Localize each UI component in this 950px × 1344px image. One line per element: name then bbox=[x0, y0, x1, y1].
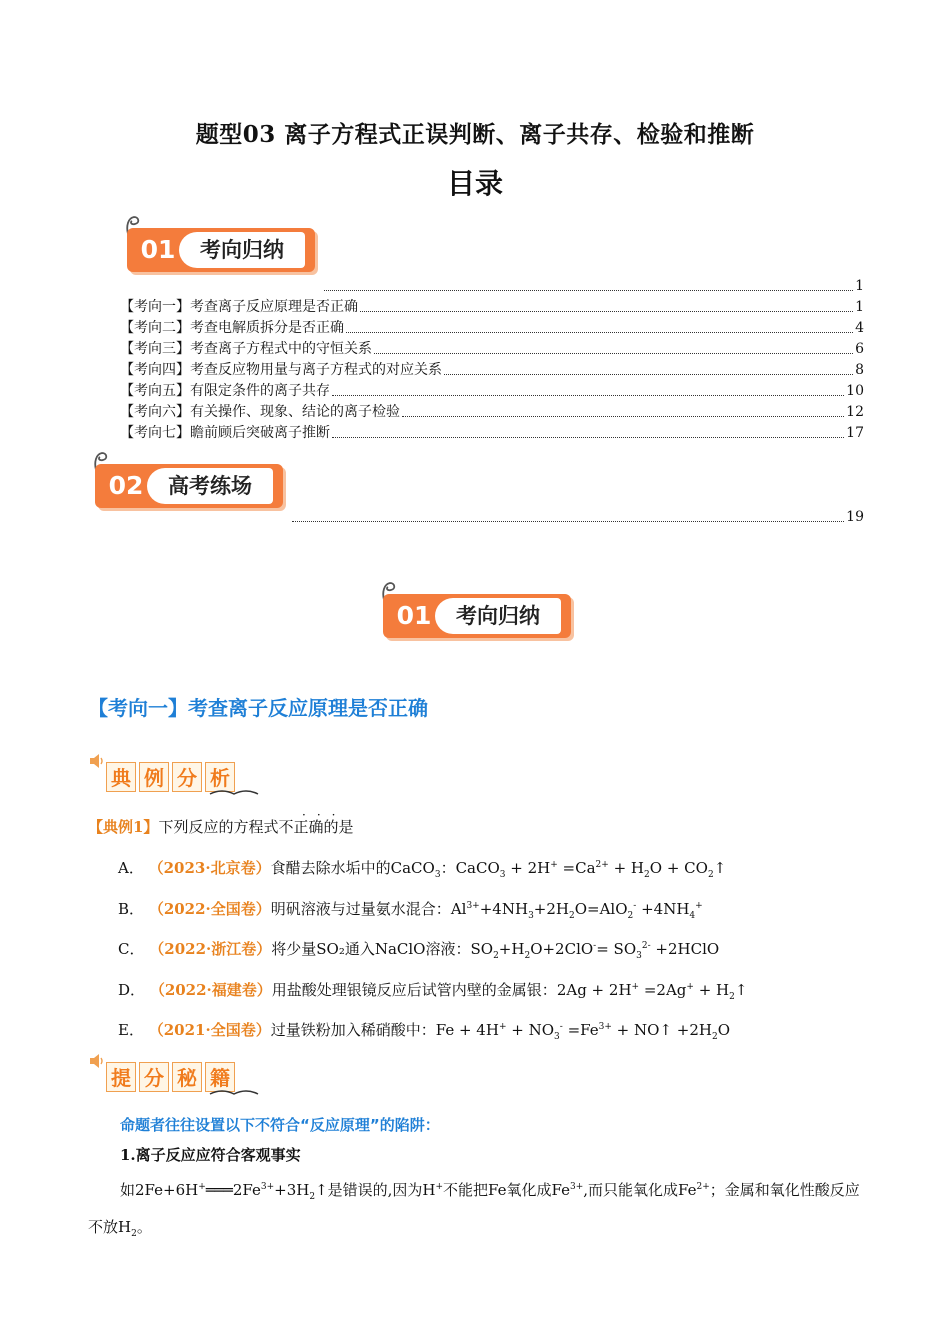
option-a[interactable]: A． （2023·北京卷）食醋去除水垢中的CaCO$_3$：CaCO$_3$ + $2H^+ =Ca^{2+} + H_2O$ + $CO_2↑$ bbox=[118, 859, 727, 880]
toc-item[interactable] bbox=[120, 339, 864, 359]
option-c[interactable]: C． （2022·浙江卷）将少量SO₂通入NaClO溶液：$SO_2+H_2O+2ClO^-= SO_3^{2-}$ +2HClO bbox=[118, 940, 720, 961]
toc-page: 10 bbox=[846, 383, 864, 399]
badge-gaokao-lianchang bbox=[90, 450, 290, 512]
toc-item-label: 【考向四】考查反应物用量与离子方程式的对应关系 bbox=[120, 362, 442, 378]
tips-intro: 命题者往往设置以下不符合“反应原理”的陷阱： bbox=[120, 1116, 440, 1134]
option-d[interactable]: D． （2022·福建卷）用盐酸处理银镜反应后试管内壁的金属银：$2Ag + 2H^+ =2Ag^+ + H_2↑$ bbox=[118, 981, 748, 1002]
toc-item-label: 【考向二】考查电解质拆分是否正确 bbox=[120, 320, 344, 336]
badge-number: 02 bbox=[108, 471, 144, 500]
option-b[interactable]: B． （2022·全国卷）明矾溶液与过量氨水混合：$Al^{3+}+4NH_3+2H_2O=AlO_2^- +4NH_4^+$ bbox=[118, 900, 703, 921]
toc-page: 8 bbox=[855, 362, 864, 378]
badge-label: 高考练场 bbox=[147, 468, 273, 504]
banner-example-analysis bbox=[88, 752, 278, 798]
toc-part1-row[interactable] bbox=[322, 276, 864, 296]
toc-item[interactable] bbox=[120, 318, 864, 338]
tips-sub-heading: 1.离子反应应符合客观事实 bbox=[120, 1146, 301, 1164]
badge-kaoxiang-guina-main bbox=[378, 580, 578, 642]
toc-page: 1 bbox=[855, 278, 864, 294]
banner-char: 籍 bbox=[205, 1062, 235, 1092]
emphasis-dots: ··· bbox=[302, 808, 347, 822]
toc-item[interactable] bbox=[120, 360, 864, 380]
toc-item[interactable] bbox=[120, 402, 864, 422]
toc-page: 19 bbox=[846, 509, 864, 525]
toc-item-label: 【考向五】有限定条件的离子共存 bbox=[120, 383, 330, 399]
book-icon bbox=[208, 786, 260, 798]
banner-char: 分 bbox=[172, 762, 202, 792]
toc-page: 17 bbox=[846, 425, 864, 441]
option-e[interactable]: E． （2021·全国卷）过量铁粉加入稀硝酸中：$Fe + 4H^+ + NO_3^- =Fe^{3+}$ + NO↑ $+2H_2O$ bbox=[118, 1021, 730, 1042]
banner-char: 提 bbox=[106, 1062, 136, 1092]
example-question-text: 下列反应的方程式不正确的是 bbox=[158, 818, 354, 836]
toc-page: 12 bbox=[846, 404, 864, 420]
badge-number: 01 bbox=[140, 235, 176, 264]
toc-item-label: 【考向六】有关操作、现象、结论的离子检验 bbox=[120, 404, 400, 420]
toc-item-label: 【考向三】考查离子方程式中的守恒关系 bbox=[120, 341, 372, 357]
toc-part2-row[interactable] bbox=[290, 507, 864, 527]
speaker-icon bbox=[88, 752, 106, 770]
badge-label: 考向归纳 bbox=[435, 598, 561, 634]
toc-item[interactable] bbox=[120, 297, 864, 317]
badge-kaoxiang-guina bbox=[122, 214, 322, 276]
toc-title: 目录 bbox=[446, 167, 503, 200]
banner-char: 分 bbox=[139, 1062, 169, 1092]
banner-char: 典 bbox=[106, 762, 136, 792]
badge-label: 考向归纳 bbox=[179, 232, 305, 268]
toc-item-label: 【考向一】考查离子反应原理是否正确 bbox=[120, 299, 358, 315]
document-title: 题型03 离子方程式正误判断、离子共存、检验和推断 bbox=[195, 121, 755, 148]
section-heading: 【考向一】考查离子反应原理是否正确 bbox=[88, 696, 428, 720]
banner-char: 析 bbox=[205, 762, 235, 792]
banner-char: 例 bbox=[139, 762, 169, 792]
toc-page: 6 bbox=[855, 341, 864, 357]
example-label: 【典例1】 bbox=[88, 818, 159, 836]
banner-tips bbox=[88, 1052, 278, 1098]
toc-page: 4 bbox=[855, 320, 864, 336]
banner-char: 秘 bbox=[172, 1062, 202, 1092]
book-icon bbox=[208, 1086, 260, 1098]
badge-number: 01 bbox=[396, 601, 432, 630]
toc-item-label: 【考向七】瞻前顾后突破离子推断 bbox=[120, 425, 330, 441]
toc-page: 1 bbox=[855, 299, 864, 315]
toc-item[interactable] bbox=[120, 423, 864, 443]
tips-paragraph: 如$2Fe+6H^+═══2Fe^{3+}+3H_2↑$是错误的,因为H+不能把Fe氧化成$Fe^{3+}$,而只能氧化成$Fe^{2+}$；金属和氧化性酸反应不放$H_2$。 bbox=[88, 1181, 860, 1239]
toc-item[interactable] bbox=[120, 381, 864, 401]
speaker-icon bbox=[88, 1052, 106, 1070]
